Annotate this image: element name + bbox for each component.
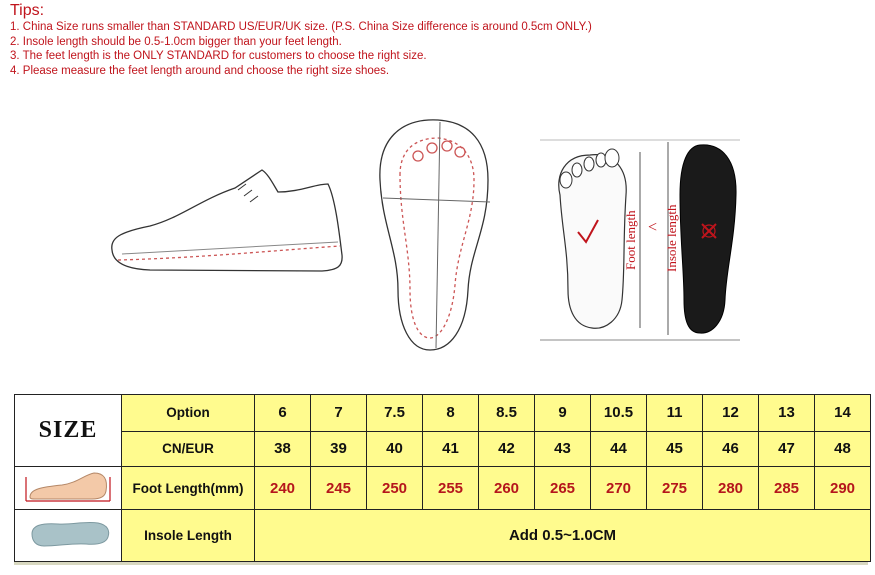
foot-length-cell: 280 bbox=[703, 467, 759, 510]
tip-line-4: 4. Please measure the feet length around and choose the right size shoes. bbox=[10, 64, 390, 77]
foot-length-cell: 260 bbox=[479, 467, 535, 510]
insole-icon bbox=[22, 517, 114, 551]
foot-length-cell: 290 bbox=[815, 467, 871, 510]
tip-line-1: 1. China Size runs smaller than STANDARD US/EUR/UK size. (P.S. China Size difference is around 0.5cm ONLY.) bbox=[10, 21, 592, 33]
option-cell: 10.5 bbox=[591, 395, 647, 432]
option-cell: 7 bbox=[311, 395, 367, 432]
size-table bbox=[14, 394, 871, 562]
cn-eur-cell: 41 bbox=[423, 431, 479, 467]
table-bottom-shadow bbox=[14, 562, 868, 565]
comparison-symbol: < bbox=[648, 219, 658, 236]
option-cell: 8 bbox=[423, 395, 479, 432]
tips-title: Tips: bbox=[10, 2, 45, 19]
cn-eur-cell: 43 bbox=[535, 431, 591, 467]
option-cell: 7.5 bbox=[367, 395, 423, 432]
foot-length-cell: 265 bbox=[535, 467, 591, 510]
foot-outline-illustration bbox=[380, 120, 490, 350]
tips-section bbox=[10, 2, 592, 78]
option-cell: 11 bbox=[647, 395, 703, 432]
foot-length-header: Foot Length(mm) bbox=[122, 467, 255, 510]
insole-length-header: Insole Length bbox=[122, 510, 255, 562]
foot-length-cell: 240 bbox=[255, 467, 311, 510]
foot-icon-cell bbox=[15, 467, 122, 510]
cn-eur-header: CN/EUR bbox=[122, 431, 255, 467]
measurement-illustration bbox=[0, 100, 875, 370]
cn-eur-cell: 44 bbox=[591, 431, 647, 467]
option-cell: 12 bbox=[703, 395, 759, 432]
option-cell: 6 bbox=[255, 395, 311, 432]
option-cell: 9 bbox=[535, 395, 591, 432]
option-row bbox=[15, 395, 871, 432]
cn-eur-cell: 42 bbox=[479, 431, 535, 467]
option-cell: 14 bbox=[815, 395, 871, 432]
foot-length-label: Foot length bbox=[623, 210, 638, 270]
insole-length-row bbox=[15, 510, 871, 562]
foot-length-cell: 275 bbox=[647, 467, 703, 510]
foot-length-cell: 245 bbox=[311, 467, 367, 510]
insole-note: Add 0.5~1.0CM bbox=[255, 510, 871, 562]
tip-line-2: 2. Insole length should be 0.5-1.0cm bigger than your feet length. bbox=[10, 35, 342, 48]
cn-eur-cell: 38 bbox=[255, 431, 311, 467]
foot-length-cell: 250 bbox=[367, 467, 423, 510]
cn-eur-cell: 47 bbox=[759, 431, 815, 467]
foot-length-cell: 255 bbox=[423, 467, 479, 510]
option-cell: 8.5 bbox=[479, 395, 535, 432]
shoe-side-illustration bbox=[112, 170, 342, 271]
foot-length-cell: 285 bbox=[759, 467, 815, 510]
cn-eur-cell: 45 bbox=[647, 431, 703, 467]
option-header: Option bbox=[122, 395, 255, 432]
cn-eur-row bbox=[15, 431, 871, 467]
size-label: SIZE bbox=[15, 395, 122, 467]
insole-icon-cell bbox=[15, 510, 122, 562]
cn-eur-cell: 40 bbox=[367, 431, 423, 467]
foot-length-row bbox=[15, 467, 871, 510]
foot-insole-comparison-illustration bbox=[540, 140, 740, 340]
insole-length-label: Insole length bbox=[664, 204, 679, 272]
cn-eur-cell: 46 bbox=[703, 431, 759, 467]
cn-eur-cell: 39 bbox=[311, 431, 367, 467]
tip-line-3: 3. The feet length is the ONLY STANDARD for customers to choose the right size. bbox=[10, 50, 427, 62]
cn-eur-cell: 48 bbox=[815, 431, 871, 467]
foot-measure-icon bbox=[22, 469, 114, 503]
option-cell: 13 bbox=[759, 395, 815, 432]
foot-length-cell: 270 bbox=[591, 467, 647, 510]
